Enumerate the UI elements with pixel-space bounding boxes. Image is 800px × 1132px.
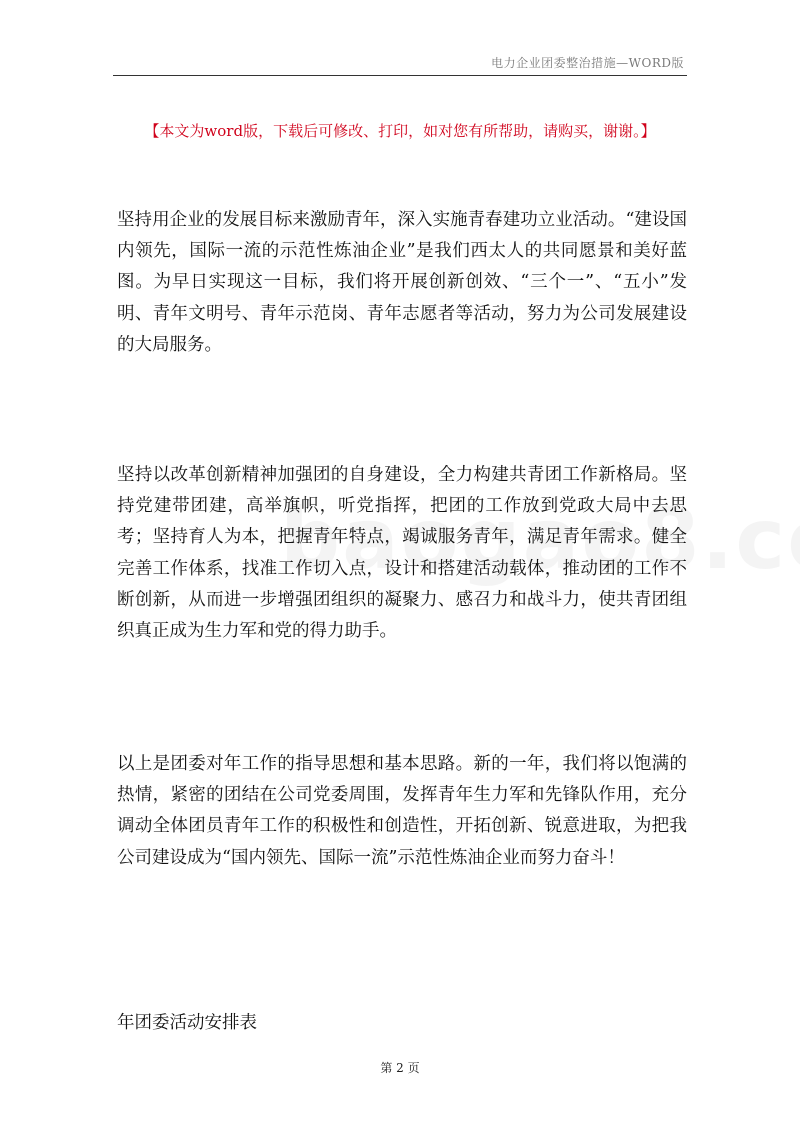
page-number: 第 2 页: [380, 1061, 420, 1075]
section-heading: 年团委活动安排表: [117, 1013, 257, 1033]
download-notice: 【本文为word版，下载后可修改、打印，如对您有所帮助，请购买，谢谢。】: [144, 122, 656, 140]
paragraph-2: 坚持以改革创新精神加强团的自身建设，全力构建共青团工作新格局。坚持党建带团建，高举旗帜，听党指挥，把团的工作放到党政大局中去思考；坚持育人为本，把握青年特点，竭诚服务青年，满足青年需求。健全完善工作体系，找准工作切入点，设计和搭建活动载体，推动团的工作不断创新，从而进一步增强团组织的凝聚力、感召力和战斗力，使共青团组织真正成为生力军和党的得力助手。: [117, 465, 687, 642]
paragraph-1: 坚持用企业的发展目标来激励青年，深入实施青春建功立业活动。“建设国内领先，国际一流的示范性炼油企业”是我们西太人的共同愿景和美好蓝图。为早日实现这一目标，我们将开展创新创效、“三个一”、“五小”发明、青年文明号、青年示范岗、青年志愿者等活动，努力为公司发展建设的大局服务。: [117, 210, 687, 355]
header-divider: [113, 75, 687, 76]
document-header-title: 电力企业团委整治措施—WORD版: [491, 56, 684, 70]
paragraph-3: 以上是团委对年工作的指导思想和基本思路。新的一年，我们将以饱满的热情，紧密的团结在公司党委周围，发挥青年生力军和先锋队作用，充分调动全体团员青年工作的积极性和创造性，开拓创新、锐意进取，为把我公司建设成为“国内领先、国际一流”示范性炼油企业而努力奋斗！: [117, 754, 687, 868]
